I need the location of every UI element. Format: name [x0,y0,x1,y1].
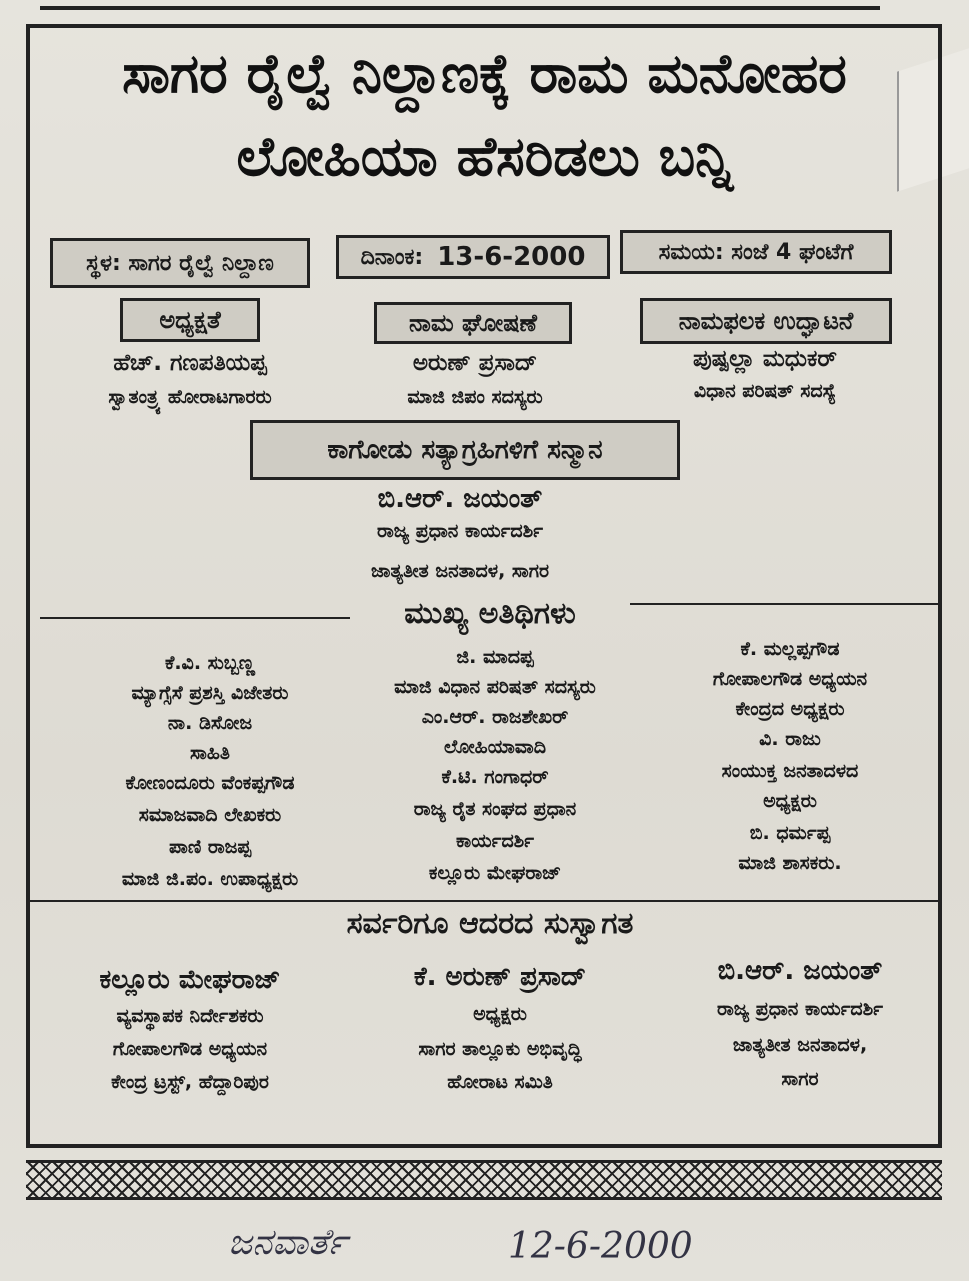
role-title-inauguration [640,298,892,344]
role-name-presidency: ಹೆಚ್. ಗಣಪತಿಯಪ್ಪ [113,350,267,376]
date-label: ದಿನಾಂಕ: [360,244,424,270]
guest-line: ಮಾಜಿ ಜಿ.ಪಂ. ಉಪಾಧ್ಯಕ್ಷರು [121,868,299,890]
role-title-presidency [120,298,260,342]
honor-title: ಕಾಗೋಡು ಸತ್ಯಾಗ್ರಹಿಗಳಿಗೆ ಸನ್ಮಾನ [327,434,603,465]
guest-line: ಕೆ. ಮಲ್ಲಪ್ಪಗೌಡ [740,638,840,660]
guest-line: ಜಿ. ಮಾದಪ್ಪ [456,646,534,668]
guest-line: ಕೋಣಂದೂರು ವೆಂಕಪ್ಪಗೌಡ [125,772,295,794]
guest-line: ಪಾಣಿ ರಾಜಪ್ಪ [168,836,252,858]
guest-line: ಅಧ್ಯಕ್ಷರು [763,790,817,812]
role-desc-inauguration: ವಿಧಾನ ಪರಿಷತ್ ಸದಸ್ಯೆ [693,380,837,402]
welcome-line: ರಾಜ್ಯ ಪ್ರಧಾನ ಕಾರ್ಯದರ್ಶಿ [717,998,883,1020]
top-rule [40,6,880,10]
guest-line: ನಾ. ಡಿಸೋಜ [167,712,253,734]
guest-line: ಸಾಹಿತಿ [190,742,230,764]
welcome-line: ಹೋರಾಟ ಸಮಿತಿ [447,1071,553,1093]
guest-line: ಕೆ.ಟಿ. ಗಂಗಾಧರ್ [441,766,549,788]
time-text: ಸಮಯ: ಸಂಜೆ 4 ಘಂಟೆಗೆ [658,239,854,265]
guest-line: ರಾಜ್ಯ ರೈತ ಸಂಘದ ಪ್ರಧಾನ [413,798,577,820]
guest-line: ಸಮಾಜವಾದಿ ಲೇಖಕರು [138,804,282,826]
role-name-naming: ಅರುಣ್ ಪ್ರಸಾದ್ [412,350,538,376]
handwritten-date: 12-6-2000 [508,1226,693,1267]
welcome-line: ಗೋಪಾಲಗೌಡ ಅಧ್ಯಯನ [112,1038,268,1060]
guest-line: ಮ್ಯಾಗ್ಸೆಸೆ ಪ್ರಶಸ್ತಿ ವಿಜೇತರು [131,682,289,704]
honor-title-box [250,420,680,480]
date-value: 13-6-2000 [437,242,586,272]
place-text: ಸ್ಥಳ: ಸಾಗರ ರೈಲ್ವೆ ನಿಲ್ದಾಣ [86,250,274,276]
role-title-text: ಅಧ್ಯಕ್ಷತೆ [159,306,221,334]
place-box [50,238,310,288]
guest-line: ಬಿ. ಧರ್ಮಪ್ಪ [749,822,831,844]
welcome-name: ಕೆ. ಅರುಣ್ ಪ್ರಸಾದ್ [413,962,587,992]
welcome-title: ಸರ್ವರಿಗೂ ಆದರದ ಸುಸ್ವಾಗತ [346,906,634,941]
welcome-divider [30,900,940,902]
role-desc-naming: ಮಾಜಿ ಜಿಪಂ ಸದಸ್ಯರು [407,386,543,408]
time-box [620,230,892,274]
guest-line: ಲೋಹಿಯಾವಾದಿ [444,736,546,758]
decorative-border [26,1160,942,1200]
role-title-text: ನಾಮಫಲಕ ಉದ್ಘಾಟನೆ [678,307,854,335]
role-name-inauguration: ಪುಷ್ಪಲ್ಲಾ ಮಧುಕರ್ [693,346,837,372]
role-title-text: ನಾಮ ಘೋಷಣೆ [409,309,537,337]
guest-line: ಮಾಜಿ ವಿಧಾನ ಪರಿಷತ್ ಸದಸ್ಯರು [394,676,596,698]
welcome-line: ಜಾತ್ಯತೀತ ಜನತಾದಳ, [732,1034,868,1056]
guest-line: ವಿ. ರಾಜು [759,728,821,750]
guest-line: ಕಾರ್ಯದರ್ಶಿ [456,830,534,852]
role-desc-presidency: ಸ್ವಾತಂತ್ರ್ಯ ಹೋರಾಟಗಾರರು [108,386,272,408]
role-title-naming [374,302,572,344]
guest-line: ಎಂ.ಆರ್. ರಾಜಶೇಖರ್ [421,706,569,728]
welcome-line: ವ್ಯವಸ್ಥಾಪಕ ನಿರ್ದೇಶಕರು [116,1005,264,1027]
guest-line: ಕೆ.ವಿ. ಸುಬ್ಬಣ್ಣ [165,652,255,674]
guest-line: ಗೋಪಾಲಗೌಡ ಅಧ್ಯಯನ [712,668,868,690]
guests-rule-right [630,603,940,605]
guest-line: ಮಾಜಿ ಶಾಸಕರು. [738,852,842,874]
headline-line-2: ಲೋಹಿಯಾ ಹೆಸರಿಡಲು ಬನ್ನಿ [236,125,733,188]
headline-line-1: ಸಾಗರ ರೈಲ್ವೆ ನಿಲ್ದಾಣಕ್ಕೆ ರಾಮ ಮನೋಹರ [122,42,847,105]
welcome-line: ಅಧ್ಯಕ್ಷರು [473,1003,527,1025]
guests-rule-left [40,617,350,619]
handwritten-paper-name: ಜನವಾರ್ತೆ [228,1222,348,1263]
guest-line: ಕಲ್ಲೂರು ಮೇಘರಾಜ್ [428,862,562,884]
date-box [336,235,610,279]
guests-title: ಮುಖ್ಯ ಅತಿಥಿಗಳು [404,596,576,631]
honor-line-2: ಜಾತ್ಯತೀತ ಜನತಾದಳ, ಸಾಗರ [370,560,550,582]
guest-line: ಸಂಯುಕ್ತ ಜನತಾದಳದ [721,760,859,782]
welcome-line: ಕೇಂದ್ರ ಟ್ರಸ್ಟ್, ಹೆದ್ದಾರಿಪುರ [111,1071,269,1093]
welcome-name: ಬಿ.ಆರ್. ಜಯಂತ್ [717,956,883,986]
honor-name: ಬಿ.ಆರ್. ಜಯಂತ್ [377,484,543,514]
welcome-line: ಸಾಗರ [781,1068,819,1090]
welcome-name: ಕಲ್ಲೂರು ಮೇಘರಾಜ್ [99,965,281,995]
welcome-line: ಸಾಗರ ತಾಲ್ಲೂಕು ಅಭಿವೃದ್ಧಿ [418,1038,582,1060]
honor-line-1: ರಾಜ್ಯ ಪ್ರಧಾನ ಕಾರ್ಯದರ್ಶಿ [377,520,543,542]
guest-line: ಕೇಂದ್ರದ ಅಧ್ಯಕ್ಷರು [735,698,845,720]
